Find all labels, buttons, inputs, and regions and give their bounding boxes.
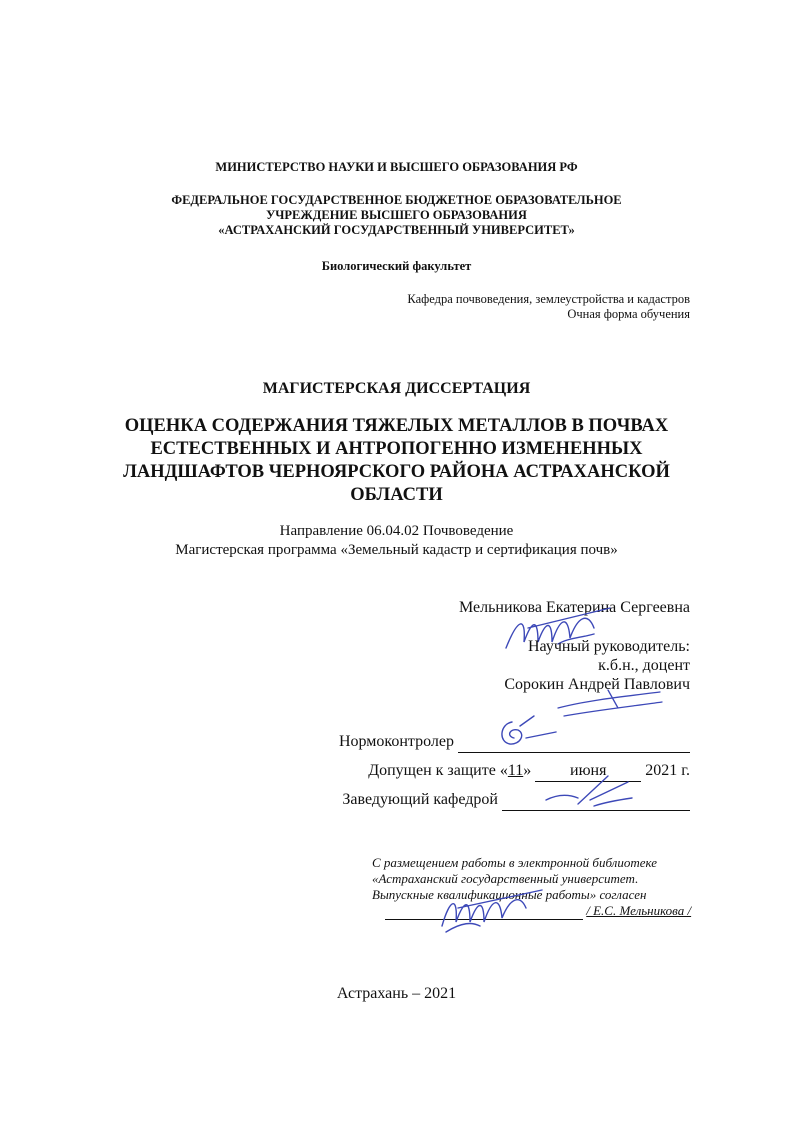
library-consent-line-1: С размещением работы в электронной библиотеке xyxy=(372,855,658,870)
library-signature-line xyxy=(385,903,583,920)
admission-month: июня xyxy=(535,761,641,782)
city-year-footer: Астрахань – 2021 xyxy=(336,985,457,1002)
direction: Направление 06.04.02 Почвоведение xyxy=(279,523,514,539)
study-form: Очная форма обучения xyxy=(567,307,690,321)
admission-row xyxy=(368,761,690,782)
supervisor-label: Научный руководитель: xyxy=(527,638,690,655)
normcontrol-signature-line xyxy=(458,732,690,753)
institution-line-1: ФЕДЕРАЛЬНОЕ ГОСУДАРСТВЕННОЕ БЮДЖЕТНОЕ ОБРАЗОВАТЕЛЬНОЕ xyxy=(171,193,622,207)
library-consent-signature-row xyxy=(385,903,693,920)
normcontrol-label: Нормоконтролер xyxy=(338,733,454,750)
thesis-title-line-3: ЛАНДШАФТОВ ЧЕРНОЯРСКОГО РАЙОНА АСТРАХАНСКОЙ xyxy=(123,462,670,482)
program: Магистерская программа «Земельный кадастр и сертификация почв» xyxy=(175,542,618,558)
admission-close-quote: » xyxy=(523,762,532,779)
faculty-name: Биологический факультет xyxy=(321,259,472,273)
institution-line-2: УЧРЕЖДЕНИЕ ВЫСШЕГО ОБРАЗОВАНИЯ xyxy=(266,208,527,222)
supervisor-name: Сорокин Андрей Павлович xyxy=(504,676,690,693)
admission-year: 2021 г. xyxy=(645,762,690,779)
head-of-department-row xyxy=(342,790,690,811)
department-name: Кафедра почвоведения, землеустройства и кадастров xyxy=(407,292,690,306)
thesis-title-line-2: ЕСТЕСТВЕННЫХ И АНТРОПОГЕННО ИЗМЕНЕННЫХ xyxy=(150,439,643,459)
head-signature-line xyxy=(502,790,690,811)
admission-day: 11 xyxy=(507,762,524,779)
author-name: Мельникова Екатерина Сергеевна xyxy=(459,599,690,616)
institution-line-3: «АСТРАХАНСКИЙ ГОСУДАРСТВЕННЫЙ УНИВЕРСИТЕТ» xyxy=(218,223,575,237)
work-type: МАГИСТЕРСКАЯ ДИССЕРТАЦИЯ xyxy=(262,380,531,397)
thesis-title-line-1: ОЦЕНКА СОДЕРЖАНИЯ ТЯЖЕЛЫХ МЕТАЛЛОВ В ПОЧВАХ xyxy=(124,416,669,436)
normcontrol-row xyxy=(339,732,690,753)
library-consent-line-2: «Астраханский государственный университет. xyxy=(372,871,639,886)
supervisor-degree: к.б.н., доцент xyxy=(598,657,690,674)
thesis-title-line-4: ОБЛАСТИ xyxy=(350,485,443,505)
ministry-header: МИНИСТЕРСТВО НАУКИ И ВЫСШЕГО ОБРАЗОВАНИЯ РФ xyxy=(215,160,578,174)
library-consent-line-3: Выпускные квалификационные работы» согласен xyxy=(372,887,647,902)
library-signature-name: / Е.С. Мельникова / xyxy=(586,903,692,918)
admission-label: Допущен к защите « xyxy=(368,762,508,779)
head-of-department-label: Заведующий кафедрой xyxy=(342,791,498,808)
